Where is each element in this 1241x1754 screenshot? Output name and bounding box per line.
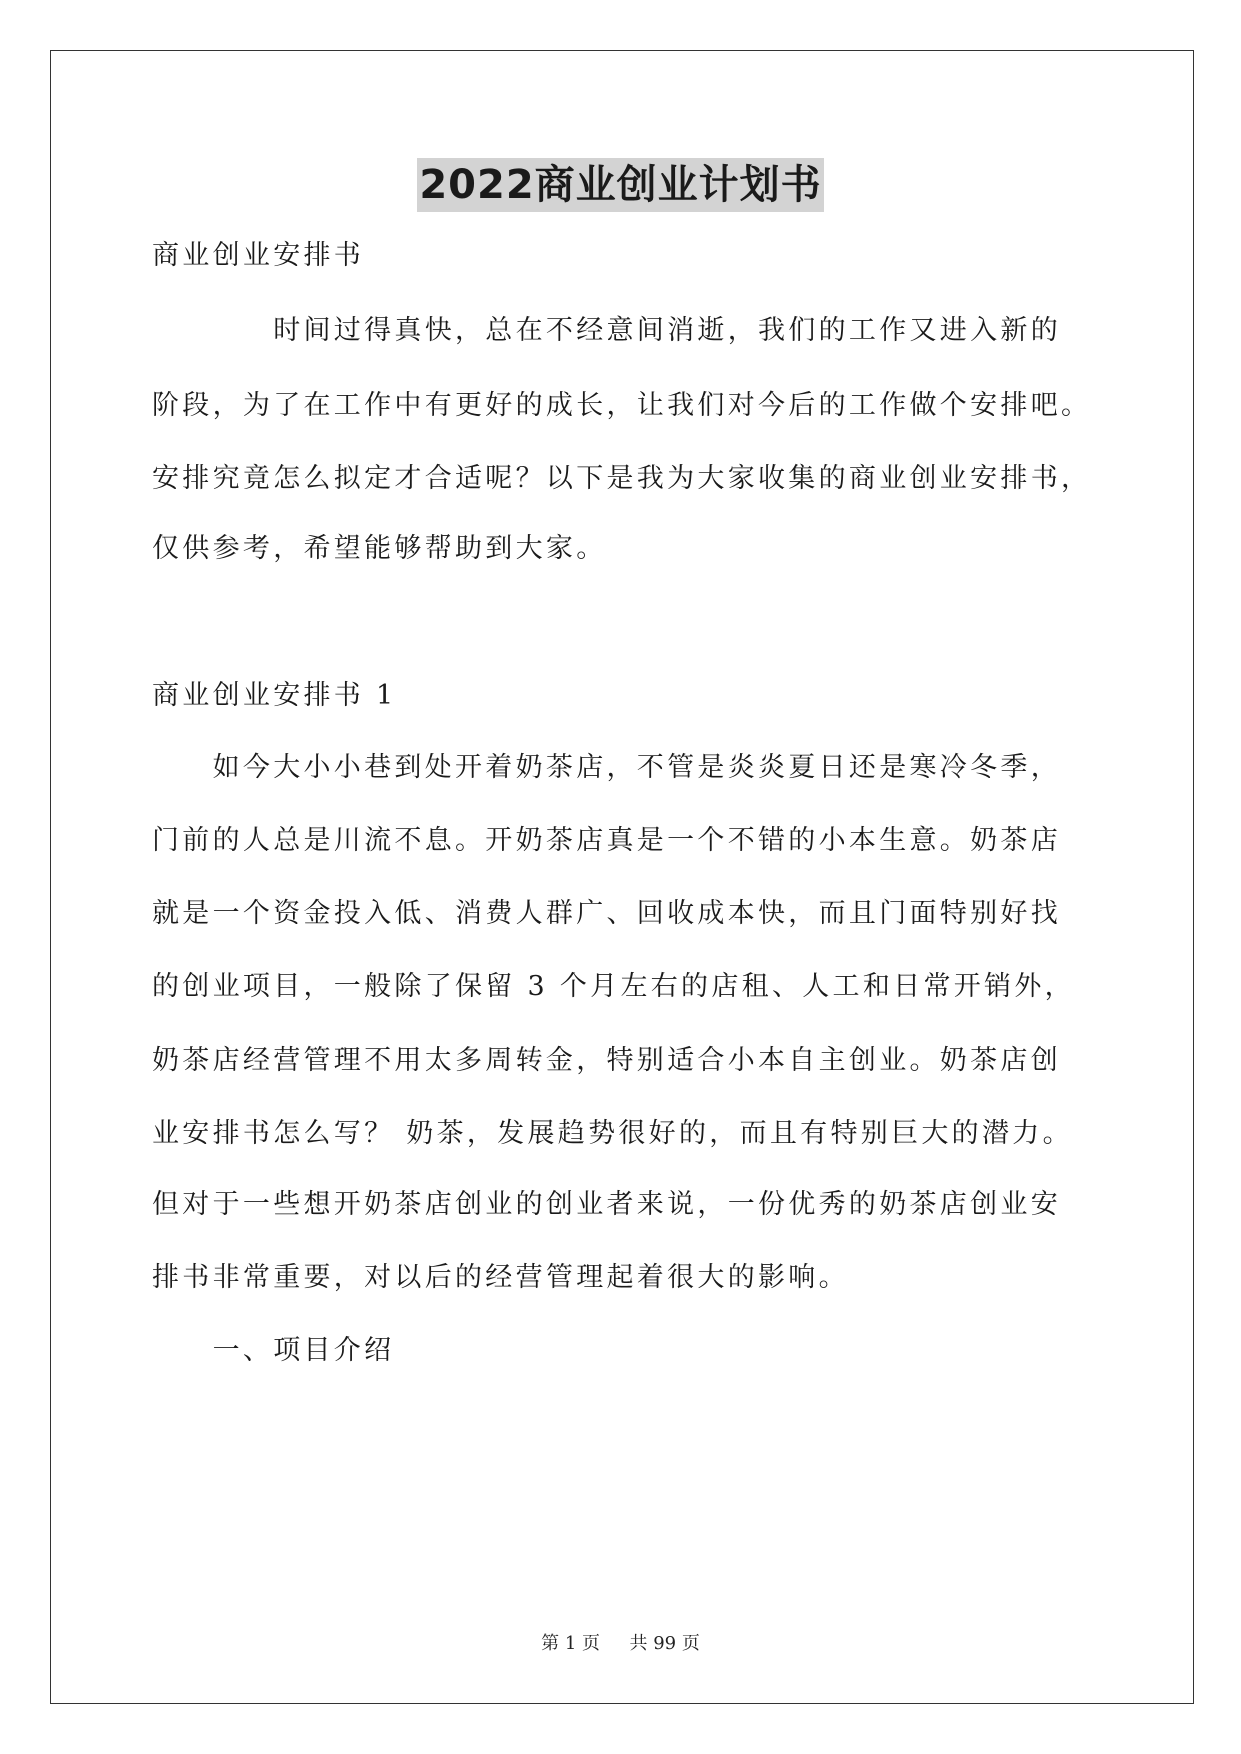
paragraph-line: 就是一个资金投入低、消费人群广、回收成本快，而且门面特别好找 — [152, 898, 1061, 929]
section-heading: 商业创业安排书 — [152, 240, 365, 271]
subheading: 一、项目介绍 — [152, 1335, 395, 1366]
page-total: 共 99 页 — [629, 1633, 700, 1654]
paragraph-line: 门前的人总是川流不息。开奶茶店真是一个不错的小本生意。奶茶店 — [152, 825, 1061, 856]
paragraph-line: 安排究竟怎么拟定才合适呢？以下是我为大家收集的商业创业安排书， — [152, 463, 1092, 494]
paragraph-line: 的创业项目，一般除了保留 3 个月左右的店租、人工和日常开销外， — [152, 971, 1075, 1002]
paragraph-line: 仅供参考，希望能够帮助到大家。 — [152, 533, 607, 564]
paragraph-line: 但对于一些想开奶茶店创业的创业者来说，一份优秀的奶茶店创业安 — [152, 1189, 1061, 1220]
paragraph-line: 时间过得真快，总在不经意间消逝，我们的工作又进入新的 — [152, 315, 1061, 346]
page-number: 第 1 页 — [541, 1633, 601, 1654]
paragraph-line: 如今大小小巷到处开着奶茶店，不管是炎炎夏日还是寒冷冬季， — [152, 752, 1061, 783]
document-title: 2022商业创业计划书 — [417, 158, 823, 212]
section-heading: 商业创业安排书 1 — [152, 680, 397, 711]
paragraph-line: 业安排书怎么写？ 奶茶，发展趋势很好的，而且有特别巨大的潜力。 — [152, 1118, 1073, 1149]
paragraph-line: 阶段，为了在工作中有更好的成长，让我们对今后的工作做个安排吧。 — [152, 390, 1092, 421]
title-container — [0, 158, 1241, 212]
page-border — [50, 50, 1194, 1704]
paragraph-line: 奶茶店经营管理不用太多周转金，特别适合小本自主创业。奶茶店创 — [152, 1045, 1061, 1076]
page-footer — [0, 1632, 1241, 1656]
paragraph-line: 排书非常重要，对以后的经营管理起着很大的影响。 — [152, 1262, 849, 1293]
